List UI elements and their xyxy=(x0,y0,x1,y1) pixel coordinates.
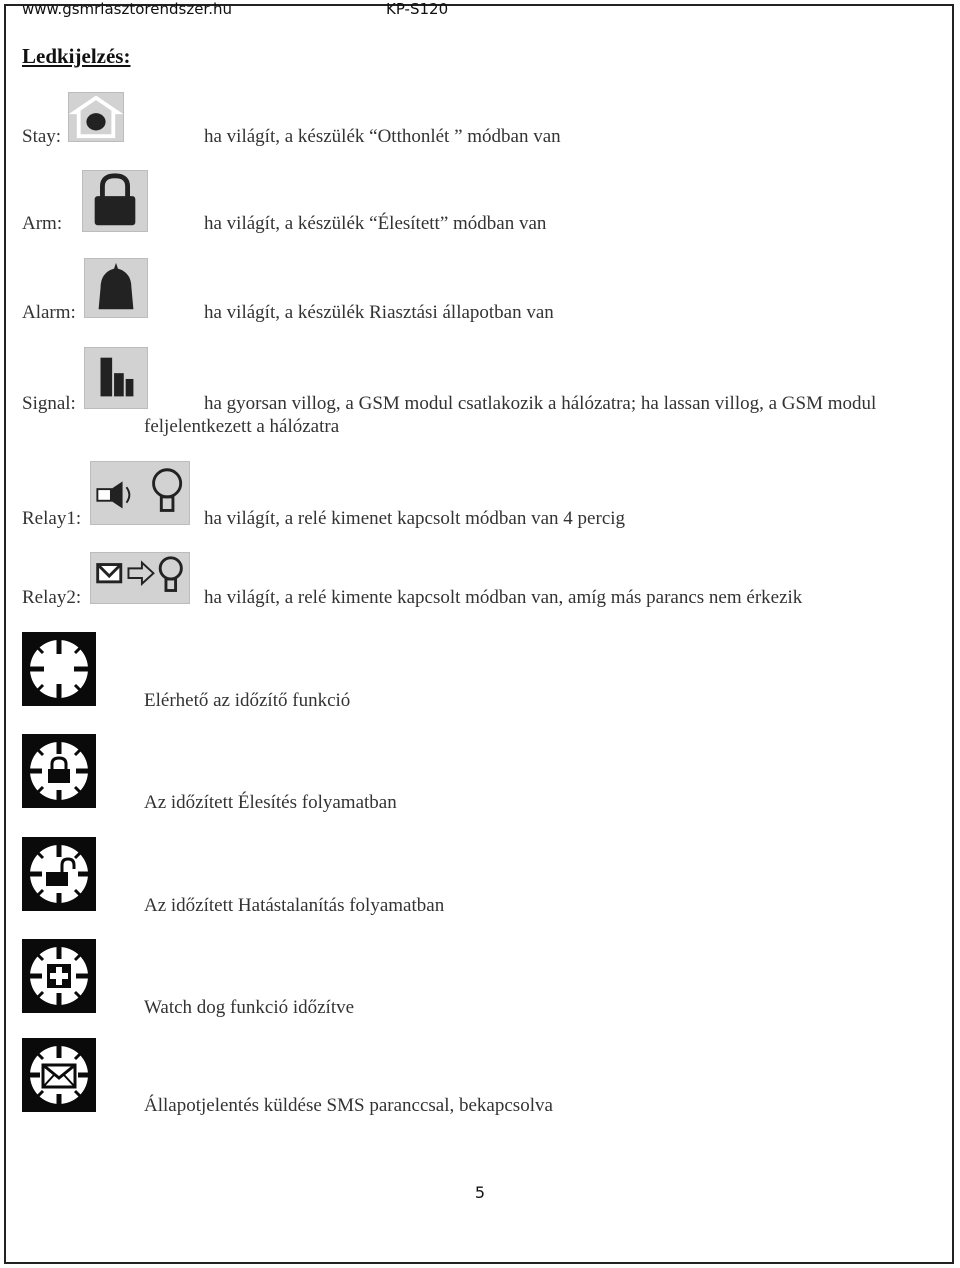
led-label-signal: Signal: xyxy=(22,393,76,414)
timer-cross-icon xyxy=(22,939,96,1013)
home-icon xyxy=(68,92,124,142)
timer-unlock-icon xyxy=(22,837,96,911)
envelope-arrow-bulb-icon xyxy=(90,552,190,604)
led-label-stay: Stay: xyxy=(22,126,62,147)
timer-desc-available: Elérhető az időzítő funkció xyxy=(144,690,351,711)
padlock-icon xyxy=(82,170,148,232)
speaker-bulb-icon xyxy=(90,461,190,525)
led-desc-signal: ha gyorsan villog, a GSM modul csatlakozik a hálózatra; ha lassan villog, a GSM modul xyxy=(204,393,877,414)
led-label-arm: Arm: xyxy=(22,213,63,234)
led-desc-relay1: ha világít, a relé kimenet kapcsolt módban van 4 percig xyxy=(204,508,626,529)
led-desc-alarm: ha világít, a készülék Riasztási állapotban van xyxy=(204,302,554,323)
timer-desc-watchdog: Watch dog funkció időzítve xyxy=(144,997,355,1018)
header-model: KP-S120 xyxy=(386,0,449,18)
led-desc-arm: ha világít, a készülék “Élesített” módban van xyxy=(204,213,547,234)
signal-bars-icon xyxy=(84,347,148,409)
timer-envelope-icon xyxy=(22,1038,96,1112)
page-number: 5 xyxy=(474,1183,486,1202)
led-label-alarm: Alarm: xyxy=(22,302,76,323)
led-label-relay2: Relay2: xyxy=(22,587,82,608)
section-title: Ledkijelzés: xyxy=(22,44,131,68)
led-label-relay1: Relay1: xyxy=(22,508,82,529)
led-desc-signal-cont: feljelentkezett a hálózatra xyxy=(144,416,340,437)
timer-desc-sms-report: Állapotjelentés küldése SMS paranccsal, bekapcsolva xyxy=(144,1095,553,1116)
led-desc-relay2: ha világít, a relé kimente kapcsolt módban van, amíg más parancs nem érkezik xyxy=(204,587,803,608)
timer-lock-icon xyxy=(22,734,96,808)
led-desc-stay: ha világít, a készülék “Otthonlét ” módban van xyxy=(204,126,561,147)
bell-icon xyxy=(84,258,148,318)
timer-icon xyxy=(22,632,96,706)
timer-desc-disarming: Az időzített Hatástalanítás folyamatban xyxy=(144,895,445,916)
timer-desc-arming: Az időzített Élesítés folyamatban xyxy=(144,792,397,813)
header-url: www.gsmriasztorendszer.hu xyxy=(22,0,232,18)
